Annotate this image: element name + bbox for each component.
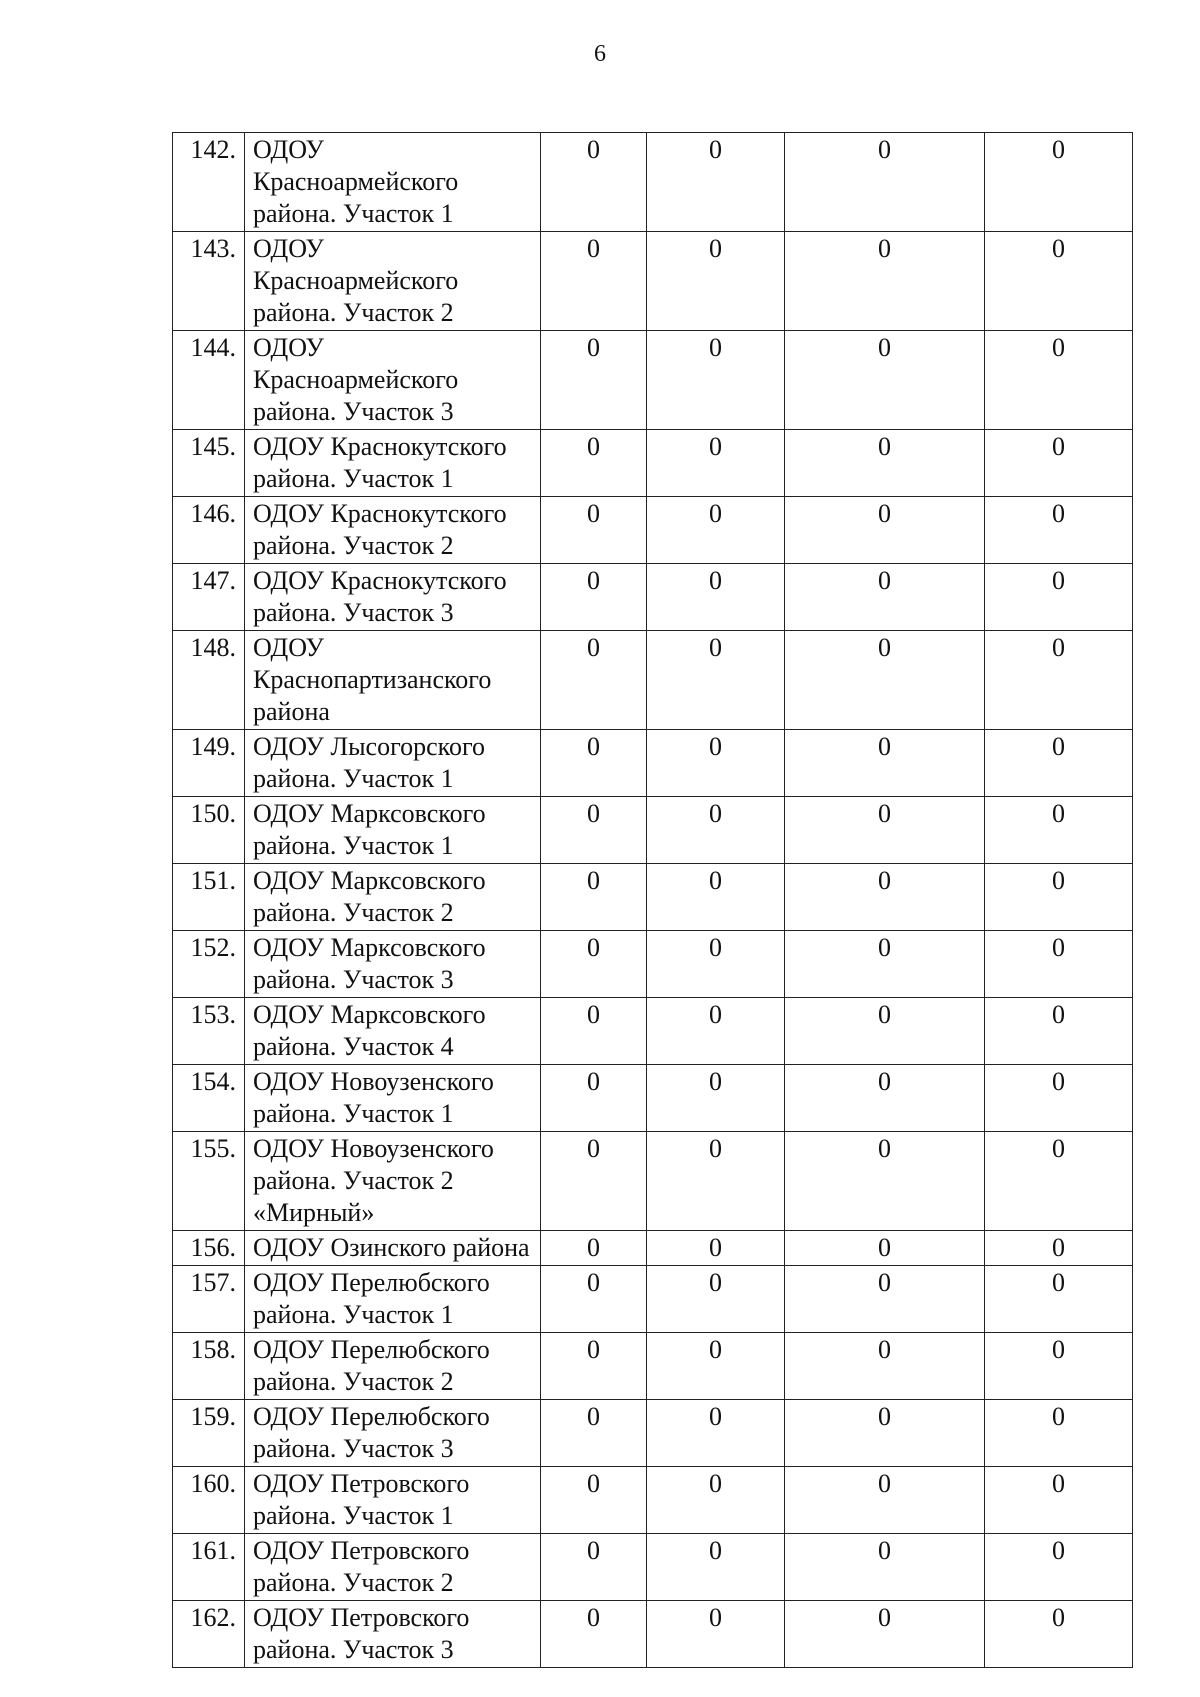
value-col-4: 0	[985, 1400, 1133, 1467]
value-col-4: 0	[985, 730, 1133, 797]
row-name: ОДОУ Красноармейского района. Участок 3	[245, 331, 541, 430]
value-col-4: 0	[985, 1132, 1133, 1231]
row-number: 160.	[173, 1467, 245, 1534]
value-col-1: 0	[541, 730, 647, 797]
value-col-4: 0	[985, 797, 1133, 864]
value-col-3: 0	[785, 730, 985, 797]
table-row	[173, 232, 1133, 331]
value-col-1: 0	[541, 1266, 647, 1333]
value-col-4: 0	[985, 1534, 1133, 1601]
row-name: ОДОУ Краснокутского района. Участок 3	[245, 564, 541, 631]
value-col-2: 0	[647, 232, 785, 331]
row-number: 162.	[173, 1601, 245, 1668]
value-col-1: 0	[541, 497, 647, 564]
value-col-1: 0	[541, 331, 647, 430]
value-col-3: 0	[785, 1400, 985, 1467]
value-col-4: 0	[985, 1601, 1133, 1668]
row-number: 161.	[173, 1534, 245, 1601]
row-number: 153.	[173, 998, 245, 1065]
value-col-1: 0	[541, 631, 647, 730]
value-col-1: 0	[541, 1065, 647, 1132]
value-col-2: 0	[647, 631, 785, 730]
value-col-3: 0	[785, 133, 985, 232]
value-col-2: 0	[647, 797, 785, 864]
value-col-4: 0	[985, 331, 1133, 430]
table-row	[173, 133, 1133, 232]
row-number: 144.	[173, 331, 245, 430]
value-col-3: 0	[785, 1266, 985, 1333]
value-col-1: 0	[541, 1333, 647, 1400]
row-name: ОДОУ Петровского района. Участок 1	[245, 1467, 541, 1534]
row-name: ОДОУ Краснопартизанского района	[245, 631, 541, 730]
value-col-1: 0	[541, 797, 647, 864]
table-row	[173, 1266, 1133, 1333]
table-row	[173, 430, 1133, 497]
value-col-4: 0	[985, 864, 1133, 931]
value-col-3: 0	[785, 1333, 985, 1400]
row-name: ОДОУ Новоузенского района. Участок 1	[245, 1065, 541, 1132]
value-col-4: 0	[985, 430, 1133, 497]
row-name: ОДОУ Перелюбского района. Участок 3	[245, 1400, 541, 1467]
value-col-3: 0	[785, 864, 985, 931]
value-col-3: 0	[785, 998, 985, 1065]
value-col-3: 0	[785, 1065, 985, 1132]
row-number: 151.	[173, 864, 245, 931]
row-name: ОДОУ Марксовского района. Участок 1	[245, 797, 541, 864]
value-col-3: 0	[785, 1467, 985, 1534]
value-col-2: 0	[647, 1601, 785, 1668]
value-col-1: 0	[541, 931, 647, 998]
page-number: 6	[594, 41, 606, 67]
value-col-1: 0	[541, 1467, 647, 1534]
value-col-3: 0	[785, 430, 985, 497]
value-col-2: 0	[647, 1333, 785, 1400]
value-col-2: 0	[647, 931, 785, 998]
row-number: 158.	[173, 1333, 245, 1400]
value-col-3: 0	[785, 1534, 985, 1601]
row-name: ОДОУ Новоузенского района. Участок 2 «Мирный»	[245, 1132, 541, 1231]
value-col-1: 0	[541, 133, 647, 232]
row-name: ОДОУ Перелюбского района. Участок 1	[245, 1266, 541, 1333]
value-col-1: 0	[541, 998, 647, 1065]
value-col-4: 0	[985, 133, 1133, 232]
value-col-2: 0	[647, 497, 785, 564]
row-number: 147.	[173, 564, 245, 631]
table-row	[173, 797, 1133, 864]
row-number: 146.	[173, 497, 245, 564]
value-col-2: 0	[647, 430, 785, 497]
value-col-4: 0	[985, 1333, 1133, 1400]
value-col-4: 0	[985, 998, 1133, 1065]
value-col-2: 0	[647, 1534, 785, 1601]
value-col-2: 0	[647, 998, 785, 1065]
table-body	[173, 133, 1133, 1668]
table-row	[173, 1333, 1133, 1400]
value-col-2: 0	[647, 1266, 785, 1333]
value-col-4: 0	[985, 497, 1133, 564]
row-number: 145.	[173, 430, 245, 497]
value-col-4: 0	[985, 931, 1133, 998]
value-col-3: 0	[785, 232, 985, 331]
row-name: ОДОУ Красноармейского района. Участок 1	[245, 133, 541, 232]
row-number: 142.	[173, 133, 245, 232]
value-col-1: 0	[541, 430, 647, 497]
table-row	[173, 998, 1133, 1065]
row-number: 152.	[173, 931, 245, 998]
row-number: 157.	[173, 1266, 245, 1333]
table-row	[173, 1400, 1133, 1467]
value-col-3: 0	[785, 631, 985, 730]
row-name: ОДОУ Красноармейского района. Участок 2	[245, 232, 541, 331]
table-row	[173, 564, 1133, 631]
value-col-2: 0	[647, 1467, 785, 1534]
row-name: ОДОУ Марксовского района. Участок 4	[245, 998, 541, 1065]
row-name: ОДОУ Петровского района. Участок 2	[245, 1534, 541, 1601]
value-col-1: 0	[541, 1400, 647, 1467]
value-col-1: 0	[541, 864, 647, 931]
table-row	[173, 631, 1133, 730]
row-name: ОДОУ Марксовского района. Участок 2	[245, 864, 541, 931]
value-col-4: 0	[985, 1467, 1133, 1534]
value-col-4: 0	[985, 1231, 1133, 1266]
row-number: 150.	[173, 797, 245, 864]
value-col-3: 0	[785, 797, 985, 864]
value-col-3: 0	[785, 1132, 985, 1231]
table-row	[173, 1065, 1133, 1132]
table-row	[173, 730, 1133, 797]
row-number: 159.	[173, 1400, 245, 1467]
value-col-1: 0	[541, 232, 647, 331]
row-name: ОДОУ Марксовского района. Участок 3	[245, 931, 541, 998]
value-col-3: 0	[785, 564, 985, 631]
row-name: ОДОУ Краснокутского района. Участок 1	[245, 430, 541, 497]
table-row	[173, 1231, 1133, 1266]
table-row	[173, 1467, 1133, 1534]
value-col-2: 0	[647, 1065, 785, 1132]
row-number: 148.	[173, 631, 245, 730]
value-col-1: 0	[541, 1231, 647, 1266]
value-col-3: 0	[785, 331, 985, 430]
row-number: 149.	[173, 730, 245, 797]
row-name: ОДОУ Краснокутского района. Участок 2	[245, 497, 541, 564]
value-col-3: 0	[785, 497, 985, 564]
value-col-3: 0	[785, 1231, 985, 1266]
table-row	[173, 331, 1133, 430]
row-name: ОДОУ Лысогорского района. Участок 1	[245, 730, 541, 797]
table-row	[173, 1601, 1133, 1668]
table-row	[173, 931, 1133, 998]
value-col-1: 0	[541, 1601, 647, 1668]
value-col-2: 0	[647, 864, 785, 931]
row-name: ОДОУ Петровского района. Участок 3	[245, 1601, 541, 1668]
row-number: 155.	[173, 1132, 245, 1231]
row-number: 156.	[173, 1231, 245, 1266]
value-col-1: 0	[541, 1132, 647, 1231]
value-col-1: 0	[541, 1534, 647, 1601]
value-col-2: 0	[647, 1400, 785, 1467]
value-col-4: 0	[985, 564, 1133, 631]
row-name: ОДОУ Озинского района	[245, 1231, 541, 1266]
table-row	[173, 1132, 1133, 1231]
row-number: 143.	[173, 232, 245, 331]
value-col-2: 0	[647, 564, 785, 631]
table-row	[173, 1534, 1133, 1601]
value-col-2: 0	[647, 1132, 785, 1231]
value-col-3: 0	[785, 1601, 985, 1668]
value-col-4: 0	[985, 1065, 1133, 1132]
table-row	[173, 864, 1133, 931]
row-number: 154.	[173, 1065, 245, 1132]
value-col-1: 0	[541, 564, 647, 631]
table-row	[173, 497, 1133, 564]
data-table	[172, 132, 1133, 1668]
value-col-2: 0	[647, 133, 785, 232]
row-name: ОДОУ Перелюбского района. Участок 2	[245, 1333, 541, 1400]
value-col-2: 0	[647, 331, 785, 430]
value-col-2: 0	[647, 1231, 785, 1266]
value-col-2: 0	[647, 730, 785, 797]
value-col-4: 0	[985, 1266, 1133, 1333]
value-col-3: 0	[785, 931, 985, 998]
value-col-4: 0	[985, 232, 1133, 331]
value-col-4: 0	[985, 631, 1133, 730]
